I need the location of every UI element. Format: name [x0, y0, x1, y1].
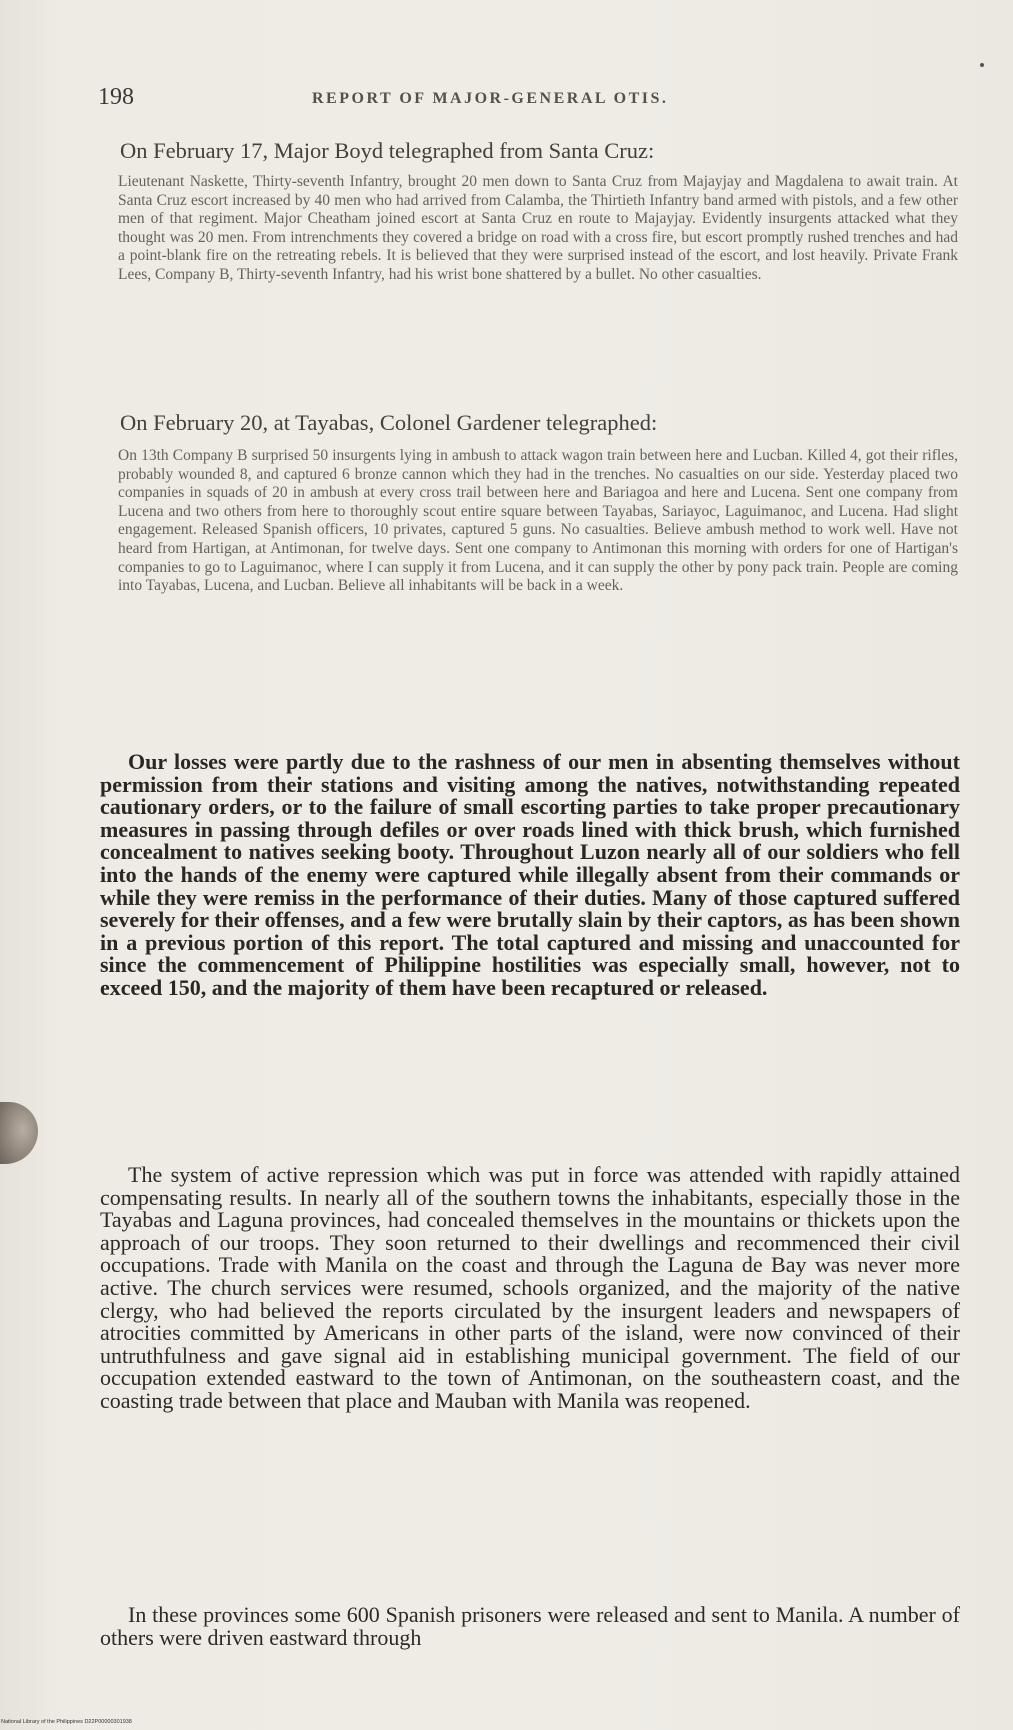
scanner-finger-artifact: [0, 1102, 38, 1164]
ink-speck: [980, 63, 984, 67]
telegram-quote-boyd: Lieutenant Naskette, Thirty-seventh Infantry, brought 20 men down to Santa Cruz from Majayjay and Magdalena to await train. At Santa Cruz escort increased by 40 men who had arrived from Calamba, the Thirtieth Infantry band armed with pistols, and a few other men of that regiment. Major Cheatham joined escort at Santa Cruz en route to Majayjay. Evidently insurgents attacked what they thought was 20 men. From intrenchments they covered a bridge on road with a cross fire, but escort promptly rushed trenches and had a point-blank fire on the retreating rebels. It is believed that they were surprised instead of the escort, and lost heavily. Private Frank Lees, Company B, Thirty-seventh Infantry, had his wrist bone shattered by a bullet. No other casualties.: [118, 173, 958, 283]
section-heading-feb-17: On February 17, Major Boyd telegraphed from Santa Cruz:: [120, 138, 655, 163]
telegram-quote-gardener: On 13th Company B surprised 50 insurgents lying in ambush to attack wagon train between here and Lucban. Killed 4, got their rifles, probably wounded 8, and captured 6 bronze cannon which they had in the trenches. No casualties on our side. Yesterday placed two companies in squads of 20 in ambush at every cross trail between here and Bariagoa and here and Lucena. Sent one company from Lucena and two others from here to thoroughly scout entire square between Tayabas, Sariayoc, Laguimanoc, and Lucena. Had slight engagement. Released Spanish officers, 10 privates, captured 5 guns. No casualties. Believe ambush method to work well. Have not heard from Hartigan, at Antimonan, for twelve days. Sent one company to Antimonan this morning with orders for one of Hartigan's companies to go to Laguimanoc, where I can supply it from Lucena, and it can supply the other by pony pack train. People are coming into Tayabas, Lucena, and Lucban. Believe all inhabitants will be back in a week.: [118, 447, 958, 595]
body-paragraph-prisoners: In these provinces some 600 Spanish prisoners were released and sent to Manila. A number of others were driven eastward through: [100, 1602, 960, 1650]
section-heading-feb-20: On February 20, at Tayabas, Colonel Gardener telegraphed:: [120, 410, 658, 435]
running-head: REPORT OF MAJOR-GENERAL OTIS.: [312, 90, 669, 107]
page-number: 198: [98, 84, 134, 110]
body-paragraph-losses: Our losses were partly due to the rashness of our men in absenting themselves without permission from their stations and visiting among the natives, notwithstanding repeated cautionary orders, or to the failure of small escorting parties to take proper precautionary measures in passing through defiles or over roads lined with thick brush, which furnished concealment to natives seeking booty. Throughout Luzon nearly all of our soldiers who fell into the hands of the enemy were captured while illegally absent from their commands or while they were remiss in the performance of their duties. Many of those captured suffered severely for their offenses, and a few were brutally slain by their captors, as has been shown in a previous portion of this report. The total captured and missing and unaccounted for since the commencement of Philippine hostilities was especially small, however, not to exceed 150, and the majority of them have been recaptured or released.: [100, 749, 960, 1000]
body-paragraph-repression: The system of active repression which was put in force was attended with rapidly attained compensating results. In nearly all of the southern towns the inhabitants, especially those in the Tayabas and Laguna provinces, had concealed themselves in the mountains or thickets upon the approach of our troops. They soon returned to their dwellings and recommenced their civil occupations. Trade with Manila on the coast and through the Laguna de Bay was never more active. The church services were resumed, schools organized, and the majority of the native clergy, who had believed the reports circulated by the insurgent leaders and newspapers of atrocities committed by Americans in other parts of the island, were now convinced of their untruthfulness and gave signal aid in establishing municipal government. The field of our occupation extended eastward to the town of Antimonan, on the southeastern coast, and the coasting trade between that place and Mauban with Manila was reopened.: [100, 1162, 960, 1413]
library-footer: National Library of the Philippines D22P00000301938: [1, 1719, 132, 1725]
page-header: [98, 84, 958, 114]
